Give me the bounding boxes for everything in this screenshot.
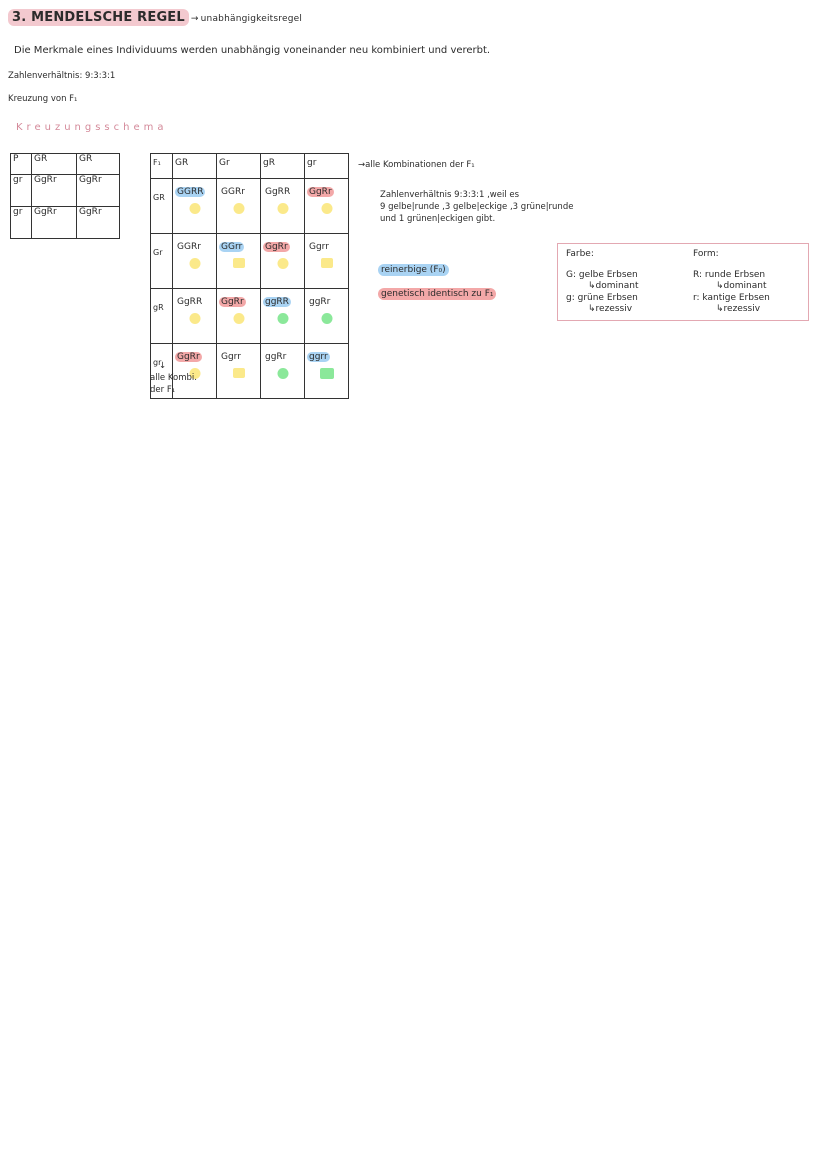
yellow-square-pea-marker (321, 258, 333, 268)
genotype-label: ggRr (309, 297, 331, 307)
punnett-cell (305, 234, 349, 289)
genotype-label: GgRr (221, 297, 244, 307)
punnett-row-header: GR (151, 179, 173, 234)
table-header-cell: P (11, 154, 32, 175)
trait-color-heading: Farbe: (566, 249, 594, 259)
page-title (8, 10, 302, 25)
traits-box (557, 243, 809, 321)
explanation-line3: und 1 grünen|eckigen gibt. (380, 214, 496, 224)
punnett-col-header: Gr (217, 154, 261, 179)
table-cell: gr (11, 207, 32, 239)
below-note-line2: der F₁ (150, 385, 176, 395)
table-header-cell: GR (77, 154, 120, 175)
yellow-round-pea-marker (233, 313, 244, 324)
trait-r: r: kantige Erbsen (693, 293, 770, 303)
green-round-pea-marker (277, 313, 288, 324)
punnett-cell (261, 289, 305, 344)
parent-cross-table (10, 153, 120, 239)
punnett-cell (261, 344, 305, 399)
yellow-square-pea-marker (233, 258, 245, 268)
table-cell: gr (11, 175, 32, 207)
yellow-round-pea-marker (189, 313, 200, 324)
punnett-row-header: gr (151, 344, 173, 399)
title-arrow: → (190, 14, 199, 24)
punnett-cell (173, 289, 217, 344)
genotype-label: GGRR (177, 187, 204, 197)
trait-g-sub: ↳rezessiv (588, 304, 633, 314)
table-header-cell: GR (32, 154, 77, 175)
green-round-pea-marker (321, 313, 332, 324)
genotype-label: Ggrr (221, 352, 241, 362)
trait-form-heading: Form: (693, 249, 719, 259)
punnett-cell (261, 234, 305, 289)
cross-text: Kreuzung von F₁ (8, 94, 78, 104)
punnett-cell (217, 289, 261, 344)
genotype-label: ggrr (309, 352, 328, 362)
punnett-cell (217, 179, 261, 234)
ratio-text: Zahlenverhältnis: 9:3:3:1 (8, 71, 116, 81)
table-cell: GgRr (77, 175, 120, 207)
yellow-square-pea-marker (233, 368, 245, 378)
yellow-round-pea-marker (233, 203, 244, 214)
legend-identical (378, 281, 496, 300)
definition-text: Die Merkmale eines Individuums werden unabhängig voneinander neu kombiniert und vererbt. (14, 45, 491, 56)
trait-G: G: gelbe Erbsen (566, 270, 638, 280)
legend-pure-label: reinerbige (F₀) (378, 264, 449, 276)
punnett-cell (305, 179, 349, 234)
schema-title: Kreuzungsschema (16, 122, 168, 133)
genotype-label: GgRR (177, 297, 203, 307)
table-cell: GgRr (32, 207, 77, 239)
trait-R-sub: ↳dominant (716, 281, 767, 291)
down-arrow: ↓ (159, 361, 167, 371)
punnett-cell (173, 234, 217, 289)
genotype-label: GgRr (177, 352, 200, 362)
punnett-col-header: gR (261, 154, 305, 179)
trait-R: R: runde Erbsen (693, 270, 766, 280)
punnett-col-header: GR (173, 154, 217, 179)
yellow-round-pea-marker (321, 203, 332, 214)
genotype-label: GGrr (221, 242, 243, 252)
table-cell: GgRr (77, 207, 120, 239)
punnett-cell (173, 179, 217, 234)
genotype-label: GgRr (309, 187, 332, 197)
punnett-cell (217, 234, 261, 289)
yellow-round-pea-marker (189, 258, 200, 269)
genotype-label: GGRr (221, 187, 245, 197)
punnett-corner: F₁ (151, 154, 173, 179)
title-main: 3. MENDELSCHE REGEL (8, 9, 189, 26)
table-cell: GgRr (32, 175, 77, 207)
genotype-label: ggRr (265, 352, 287, 362)
genotype-label: Ggrr (309, 242, 329, 252)
green-round-pea-marker (277, 368, 288, 379)
title-subtitle: unabhängigkeitsregel (200, 14, 303, 24)
yellow-round-pea-marker (189, 203, 200, 214)
punnett-square (150, 153, 349, 399)
punnett-cell (305, 344, 349, 399)
punnett-cell (173, 344, 217, 399)
trait-r-sub: ↳rezessiv (716, 304, 761, 314)
legend-identical-label: genetisch identisch zu F₁ (378, 288, 496, 300)
trait-g: g: grüne Erbsen (566, 293, 638, 303)
explanation-line1: Zahlenverhältnis 9:3:3:1 ,weil es (380, 190, 520, 200)
punnett-col-header: gr (305, 154, 349, 179)
yellow-round-pea-marker (277, 203, 288, 214)
punnett-cell (261, 179, 305, 234)
genotype-label: GgRR (265, 187, 291, 197)
genotype-label: ggRR (265, 297, 289, 307)
punnett-cell (217, 344, 261, 399)
explanation-line2: 9 gelbe|runde ,3 gelbe|eckige ,3 grüne|runde (380, 202, 574, 212)
punnett-row-header: Gr (151, 234, 173, 289)
green-square-pea-marker (320, 368, 334, 379)
punnett-row-header: gR (151, 289, 173, 344)
combinations-note: →alle Kombinationen der F₁ (358, 160, 475, 170)
punnett-cell (305, 289, 349, 344)
genotype-label: GgRr (265, 242, 288, 252)
below-note-line1: alle Kombi. (150, 373, 197, 383)
legend-pure (378, 257, 449, 276)
genotype-label: GGRr (177, 242, 201, 252)
yellow-round-pea-marker (277, 258, 288, 269)
trait-G-sub: ↳dominant (588, 281, 639, 291)
